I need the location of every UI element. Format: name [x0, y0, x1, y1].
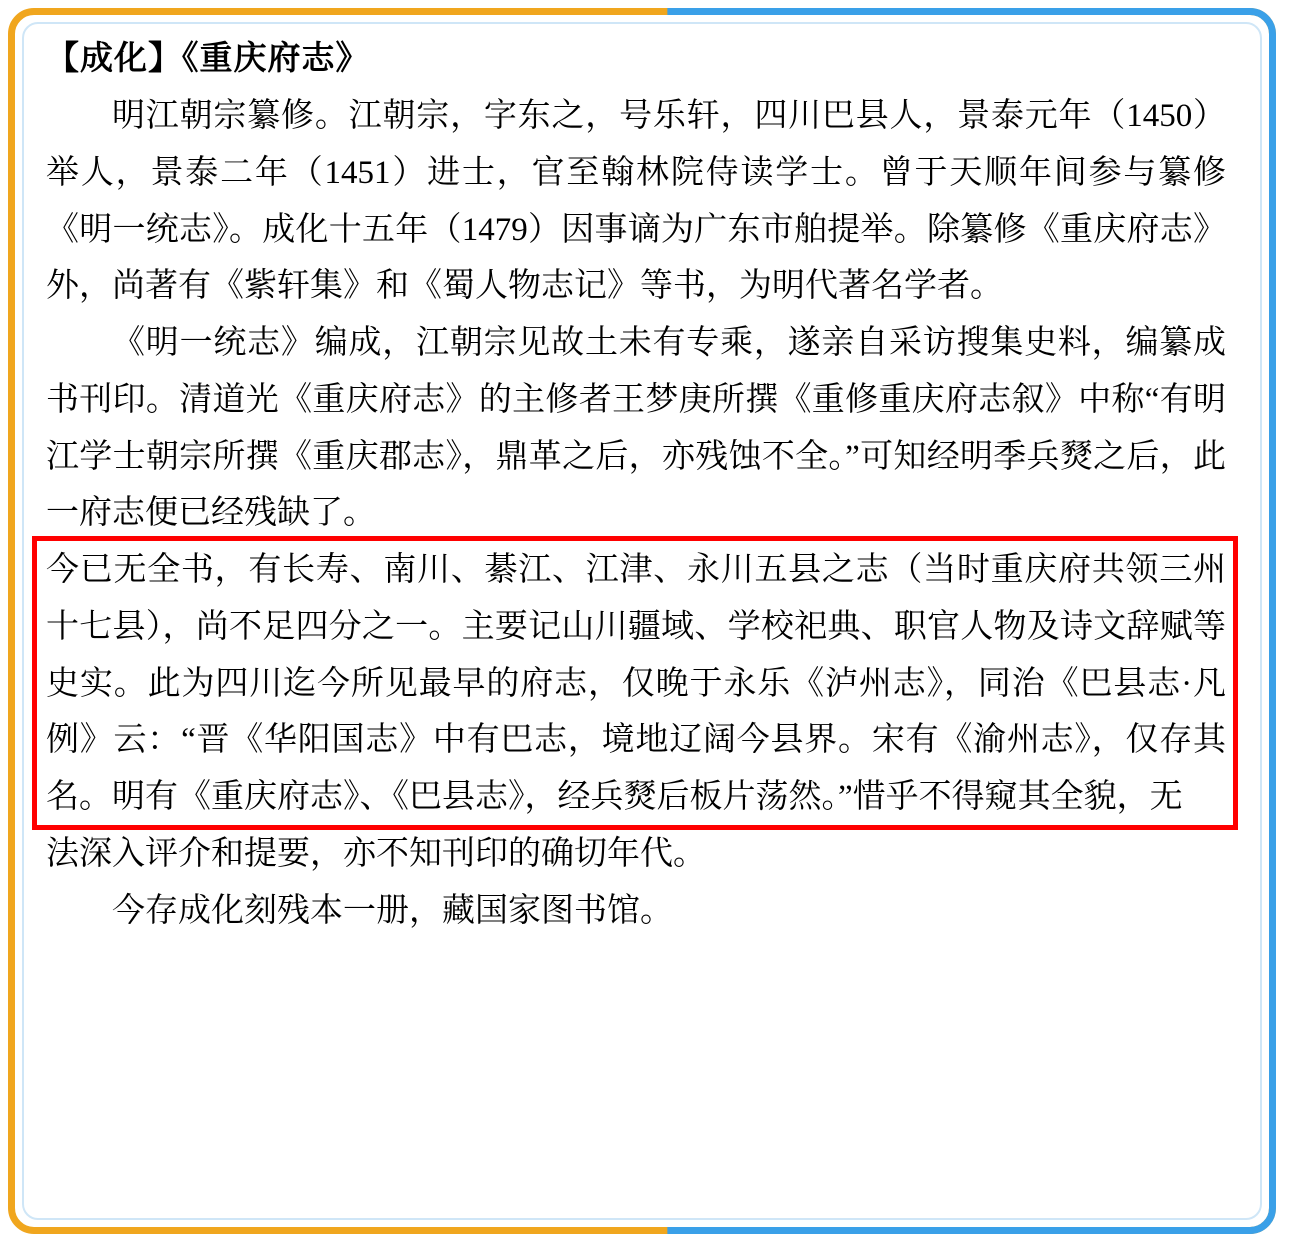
paragraph-highlighted-contents: 今已无全书，有长寿、南川、綦江、江津、永川五县之志（当时重庆府共领三州十七县），尚不足四分之一。主要记山川疆域、学校祀典、职官人物及诗文辞赋等史实。此为四川迄今所见最早的府志，仅晚于永乐《泸州志》，同治《巴县志·凡例》云：“晋《华阳国志》中有巴志，境地辽阔今县界。宋有《渝州志》，仅存其名。明有《重庆府志》、《巴县志》，经兵燹后板片荡然。”惜乎不得窥其全貌，无 — [46, 552, 1226, 816]
paragraph-highlight-continuation: 法深入评介和提要，亦不知刊印的确切年代。 — [46, 835, 706, 872]
paragraph-author-bio: 明江朝宗纂修。江朝宗，字东之，号乐轩，四川巴县人，景泰元年（1450）举人，景泰二年（1451）进士，官至翰林院侍读学士。曾于天顺年间参与纂修《明一统志》。成化十五年（1479）因事谪为广东市舶提举。除纂修《重庆府志》外，尚著有《紫轩集》和《蜀人物志记》等书，为明代著名学者。 — [46, 98, 1226, 305]
paragraph-extant-copy: 今存成化刻残本一册，藏国家图书馆。 — [112, 892, 673, 929]
highlighted-passage-wrapper — [46, 542, 1226, 826]
paragraph-compilation-history: 《明一统志》编成，江朝宗见故土未有专乘，遂亲自采访搜集史料，编纂成书刊印。清道光《重庆府志》的主修者王梦庚所撰《重修重庆府志叙》中称“有明江学士朝宗所撰《重庆郡志》，鼎革之后，亦残蚀不全。”可知经明季兵燹之后，此一府志便已经残缺了。 — [46, 325, 1226, 532]
document-content — [46, 36, 1226, 1210]
page-title: 【成化】《重庆府志》 — [46, 41, 370, 77]
